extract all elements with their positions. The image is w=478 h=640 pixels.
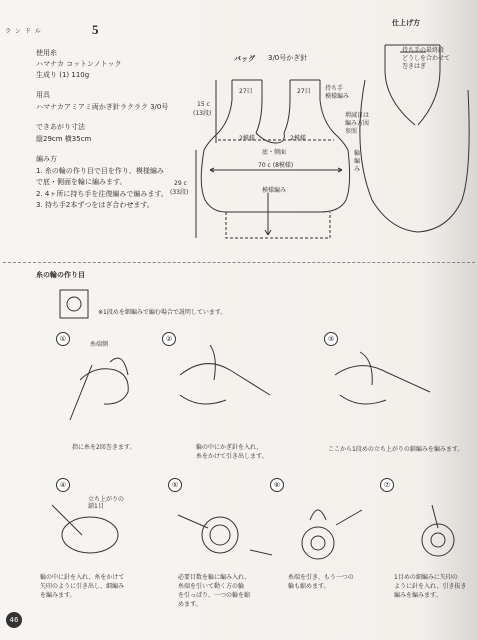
patterns-left: 2模様 xyxy=(239,135,255,142)
round-label: 輪 xyxy=(354,150,361,157)
handle-outline xyxy=(284,80,290,133)
loop-icon-circle xyxy=(67,297,81,311)
pattern-label: 模様編み xyxy=(262,187,287,194)
bag-bottom xyxy=(226,212,330,238)
section-divider xyxy=(3,262,475,263)
inc-note2: 編み方図 xyxy=(345,120,370,127)
dim-height-top-rows: (13段) xyxy=(193,110,212,117)
step-number: ⑦ xyxy=(380,478,394,492)
size-line: 縦29cm 横35cm xyxy=(36,135,92,143)
handle-note2: 模様編み xyxy=(325,93,350,100)
step-number: ② xyxy=(162,332,176,346)
bottom-side-label: 底・側面 xyxy=(262,149,287,156)
diagram-title: バッグ xyxy=(234,55,255,63)
step-caption: ここから1段めの立ち上がりの鎖編みを編みます。 xyxy=(328,446,464,453)
patterns-right: 2模様 xyxy=(290,135,306,142)
round-label: 編 xyxy=(354,158,361,165)
section2-title: 糸の輪の作り目 xyxy=(36,271,85,279)
step-caption: 1目めの細編みに矢印の xyxy=(394,574,458,581)
method-step: 1. 糸の輪の作り目で目を作り、模様編み xyxy=(36,167,164,175)
step-caption: 糸端を引いて動く方の輪 xyxy=(178,583,245,590)
step-caption: 糸をかけて引き出します。 xyxy=(196,453,268,460)
bag-body xyxy=(201,150,349,212)
step-caption: を引っぱり、一つの輪を縮 xyxy=(178,592,251,599)
dim-height-total: 29 c xyxy=(174,180,187,187)
step-number: ④ xyxy=(56,478,70,492)
yarn-title: 使用糸 xyxy=(36,49,57,57)
section2-note: ※1段めを細編みで編む場合で説明しています。 xyxy=(98,309,227,316)
method-step: で底・側面を輪に編みます。 xyxy=(36,178,127,186)
handle-dip xyxy=(256,133,284,143)
step-number: ⑥ xyxy=(270,478,284,492)
step-caption: めます。 xyxy=(178,601,202,608)
step-label: 糸端側 xyxy=(90,341,109,348)
step-caption: 編みを編みます。 xyxy=(394,592,442,599)
step-caption: ように針を入れ、引き抜き xyxy=(394,583,467,590)
size-title: できあがり寸法 xyxy=(36,123,85,131)
step-caption: を編みます。 xyxy=(40,592,76,599)
step-caption: 矢印のように引き出し、細編み xyxy=(40,583,125,590)
step-caption: 輪も縮めます。 xyxy=(288,583,330,590)
step-number: ① xyxy=(56,332,70,346)
yarn-line2: 生成り (1) 110g xyxy=(36,71,90,79)
method-step: 3. 持ち手2本ずつをはぎ合わせます。 xyxy=(36,201,154,209)
finishing-note: 持ち手の最終段 xyxy=(402,47,445,54)
method-step: 2. 4ヶ所に持ち手を往復編みで編みます。 xyxy=(36,190,168,198)
handle-stitches-right: 27目 xyxy=(297,88,311,95)
dim-height-total-rows: (33段) xyxy=(170,189,189,196)
step-label: 立ち上がりの鎖1目 xyxy=(88,496,125,510)
hook-size: 3/0号かぎ針 xyxy=(268,54,308,62)
series-mark: ラ ン ド ル xyxy=(5,28,42,35)
finish-body xyxy=(360,80,469,232)
finishing-note: どうしを合わせて xyxy=(402,55,451,62)
step-caption: 輪の中に針を入れ、糸をかけて xyxy=(40,574,125,581)
tools-line: ハマナカアミアミ両かぎ針ラクラク 3/0号 xyxy=(36,103,169,111)
round-label: み xyxy=(354,166,361,173)
step-number: ⑤ xyxy=(168,478,182,492)
circumference-label: 70 c (8模様) xyxy=(258,162,294,169)
page-number: 46 xyxy=(6,612,22,628)
method-title: 編み方 xyxy=(36,155,57,163)
finishing-title: 仕上げ方 xyxy=(392,19,420,27)
handle-stitches-left: 27目 xyxy=(239,88,253,95)
step-number: ③ xyxy=(324,332,338,346)
handle-note: 持ち手 xyxy=(325,85,344,92)
finishing-note: 巻きはぎ xyxy=(402,63,427,70)
step-caption: 糸端を引き、もう一つの xyxy=(288,574,354,581)
yarn-line1: ハマナカ コットンノトック xyxy=(36,60,122,68)
step-caption: 指に糸を2回巻きます。 xyxy=(72,444,136,451)
step-caption: 輪の中にかぎ針を入れ、 xyxy=(196,444,263,451)
tools-title: 用具 xyxy=(36,91,50,99)
pattern-number: 5 xyxy=(92,22,99,37)
inc-note3: 参照 xyxy=(345,128,358,135)
loop-icon-box xyxy=(60,290,88,318)
dim-height-top: 15 c xyxy=(197,101,210,108)
inc-note1: 増減目は xyxy=(345,112,370,119)
step-caption: 必要目数を輪に編み入れ、 xyxy=(178,574,251,581)
handle-outline xyxy=(256,80,262,133)
